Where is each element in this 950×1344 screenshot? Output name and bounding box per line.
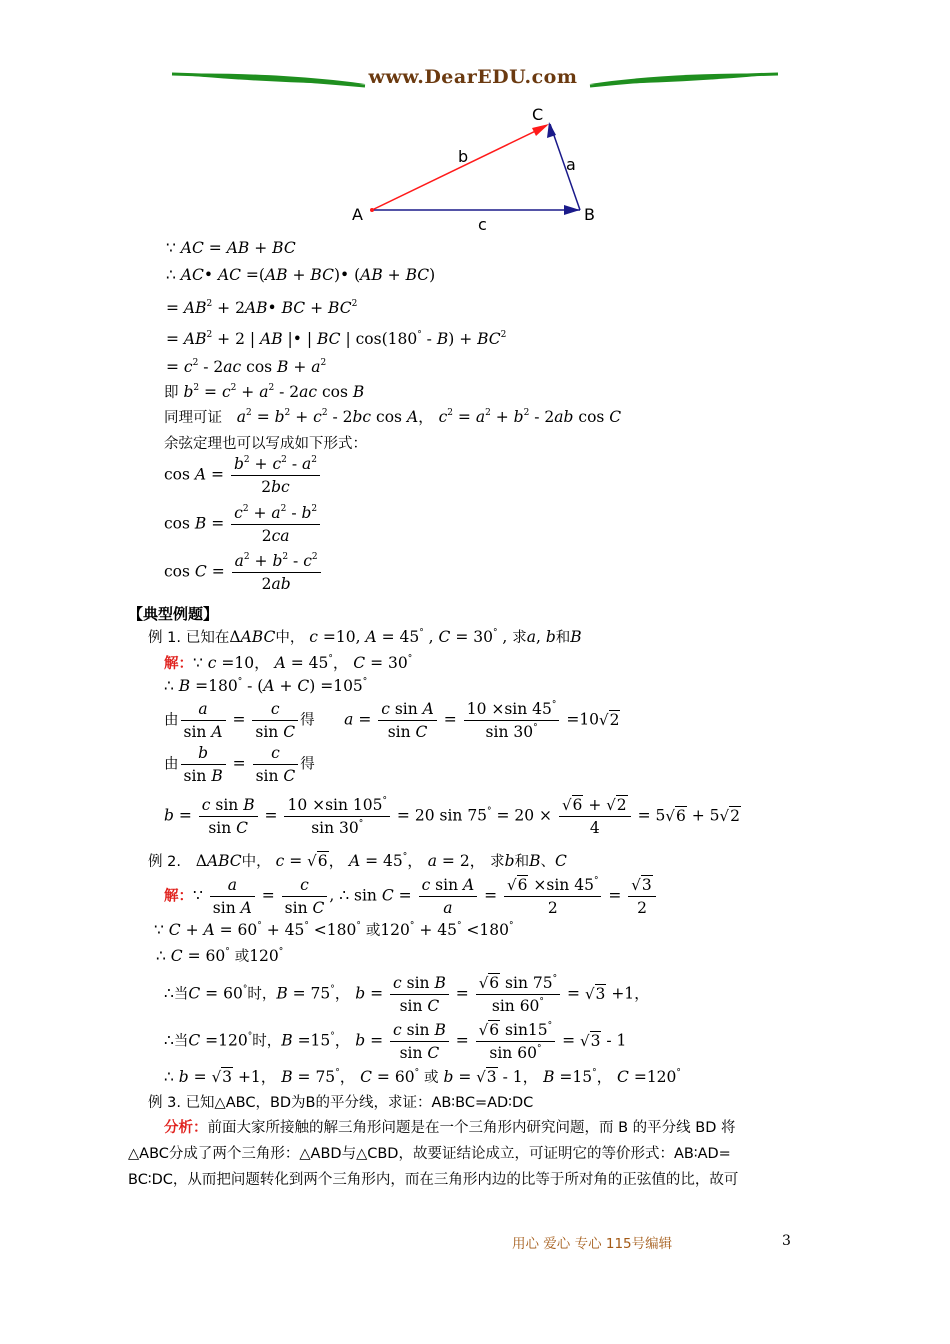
example-2-solution-line-3: ∴ C = 60° 或120°: [156, 947, 284, 965]
example-2-solution-line-2: ∵ C + A = 60° + 45° <180° 或120° + 45° <180°: [154, 921, 514, 939]
page-number: 3: [782, 1233, 791, 1249]
example-1-solution-line-1: 解：∵ c =10， A = 45°， C = 30°: [164, 654, 413, 672]
vector-b-arrowhead: [532, 124, 549, 136]
example-2-solution-line-4: ∴当C = 60°时，B = 75°， b = $\frac{\text{c sin B}}{\text{sin C}}$ = $\frac{√6 \sin 75^\circ}{\sin 60^\circ}$ = √3 +1，: [164, 974, 650, 1015]
vertex-label-C: C: [532, 105, 544, 124]
vector-c-arrowhead: [564, 205, 580, 215]
side-label-b: b: [458, 147, 469, 166]
header-site-url: www.DearEDU.com: [368, 66, 578, 88]
side-label-a: a: [566, 155, 576, 174]
footer-slogan: 用心 爱心 专心 115号编辑: [512, 1236, 673, 1252]
example-1-solution-line-4: 由 $\frac{b}{\text{sin B}}$ = $\frac{c}{\text{sin C}}$ 得: [164, 744, 315, 785]
analysis-line-2: △ABC分成了两个三角形：△ABD与△CBD，故要证结论成立，可证明它的等价形式：AB∶AD=: [128, 1146, 731, 1162]
vector-b-line: [372, 126, 546, 210]
derivation-line-7: 同理可证 $a^2 = b^2 + c^2 - 2bc$ cos A， $c^2 = a^2 + b^2 - 2ab$ cos C: [164, 408, 622, 426]
side-label-c: c: [478, 215, 487, 234]
vertex-label-A: A: [352, 205, 363, 224]
section-title: 【典型例题】: [128, 605, 219, 623]
vector-triangle-diagram: [340, 100, 620, 235]
cosA-formula: cos A = $\frac{b^2 + c^2 - a^2}{2bc}$: [164, 455, 322, 496]
derivation-line-3: = $AB^2$ + 2AB• BC + $BC^2$: [166, 299, 358, 317]
example-2-statement: 例 2. ΔABC中， c = √6， A = 45°， a = 2， 求b和B、C: [148, 852, 567, 870]
example-2-solution-line-6: ∴ b = √3 +1， B = 75°， C = 60° 或 b = √3 - 1， B =15°， C =120°: [164, 1068, 681, 1086]
derivation-line-6: 即 $b^2 = c^2 + a^2 - 2ac$ cos B: [164, 383, 365, 401]
cosC-formula: cos C = $\frac{a^2 + b^2 - c^2}{2ab}$: [164, 552, 323, 593]
example-1-solution-line-2: ∴ B =180° - (A + C) =105°: [164, 677, 368, 695]
vertex-label-B: B: [584, 205, 595, 224]
derivation-line-5: = $c^2 - 2ac$ $\cos B + a^2$: [166, 358, 327, 376]
derivation-line-2: ∴ AC• AC =(AB + BC)• (AB + BC): [166, 266, 436, 284]
analysis-line-3: BC∶DC，从而把问题转化到两个三角形内，而在三角形内边的比等于所对角的正弦值的比，故可: [128, 1172, 739, 1188]
derivation-line-1: ∵ AC = AB + BC: [166, 239, 296, 257]
derivation-line-4: = $AB^2 + 2$ | AB |• | BC | $\cos(180^\circ - B) + BC^2$: [166, 330, 507, 348]
example-1-statement: 例 1. 已知在ΔABC中， c =10, A = 45° , C = 30° , 求a, b和B: [148, 628, 582, 646]
header-banner: [170, 62, 780, 96]
example-2-solution-line-1: 解：∵ $\frac{a}{\text{sin A}}$ = $\frac{c}{\text{sin C}}$ , ∴ sin C = $\frac{\text{c sin A}}{a}$ = $\frac{√6 \times\sin 45^\circ}{2}$ = $\frac{√3}{2}$: [164, 876, 658, 917]
cosine-law-form-intro: 余弦定理也可以写成如下形式：: [164, 436, 367, 452]
example-2-solution-line-5: ∴当C =120°时，B =15°， b = $\frac{\text{c sin B}}{\text{sin C}}$ = $\frac{√6 \sin 15^\circ}{\sin 60^\circ}$ = √3 - 1: [164, 1021, 627, 1062]
example-1-solution-line-3: 由 $\frac{a}{\text{sin A}}$ = $\frac{c}{\text{sin C}}$ 得 a = $\frac{\text{c sin A}}{\text{sin C}}$ = $\frac{10 \times\sin 45^\circ}{\sin 30^\circ}$ =10√2: [164, 700, 620, 741]
example-3-statement: 例 3. 已知△ABC，BD为B的平分线，求证：AB∶BC=AD∶DC: [148, 1095, 534, 1111]
example-1-solution-line-5: b = $\frac{\text{c sin B}}{\text{sin C}}$ = $\frac{10 \times\sin 105^\circ}{\sin 30^\circ}$ = 20 sin 75° = 20 × $\frac{√6 + √2}{4}$ = 5√6 + 5√2: [164, 796, 740, 837]
cosB-formula: cos B = $\frac{c^2 + a^2 - b^2}{2ca}$: [164, 504, 322, 545]
analysis-line-1: 分析：前面大家所接触的解三角形问题是在一个三角形内研究问题，而 B 的平分线 BD 将: [164, 1120, 736, 1136]
